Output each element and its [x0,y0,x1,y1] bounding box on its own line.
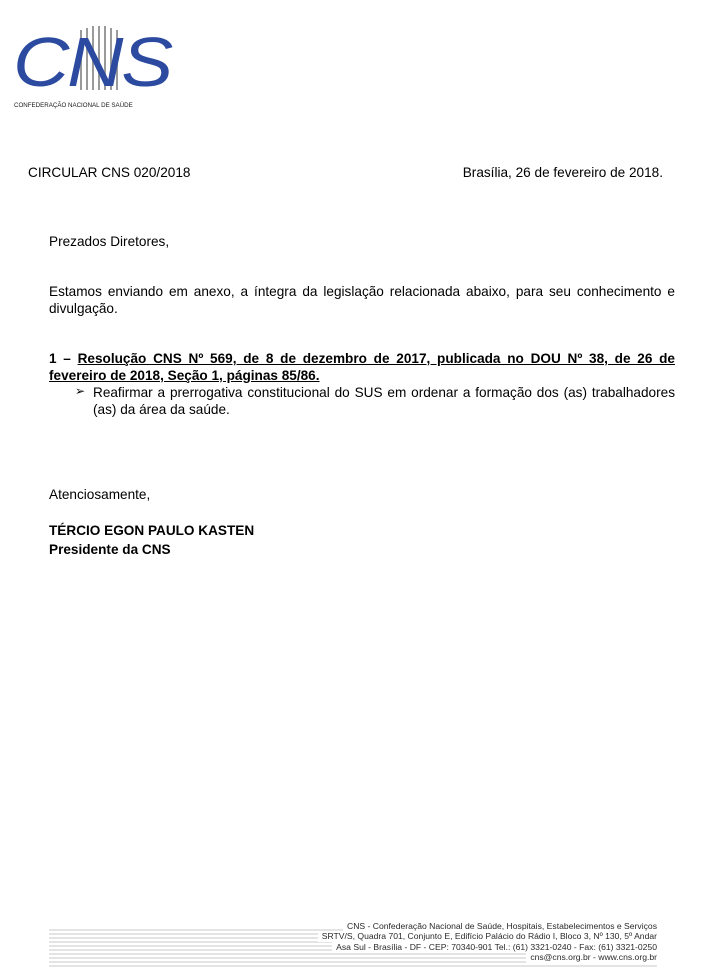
footer-address [318,921,657,963]
item-heading [49,350,675,384]
footer-line-3: Asa Sul - Brasília - DF - CEP: 70340-901 Tel.: (61) 3321-0240 - Fax: (61) 3321-0250 [332,942,657,952]
greeting: Prezados Diretores, [49,234,170,249]
circular-number: CIRCULAR CNS 020/2018 [28,165,191,180]
item-number: 1 – [49,351,78,366]
signer-name: TÉRCIO EGON PAULO KASTEN [49,523,255,538]
logo-letters: CNS [13,24,173,101]
cns-logo [13,24,178,114]
footer-line-1: CNS - Confederação Nacional de Saúde, Hospitais, Estabelecimentos e Serviços [343,921,657,931]
item-title: Resolução CNS Nº 569, de 8 de dezembro de 2017, publicada no DOU Nº 38, de 26 de fevereiro de 2018, Seção 1, páginas 85/86. [49,351,675,383]
footer-line-2: SRTV/S, Quadra 701, Conjunto E, Edifício Palácio do Rádio I, Bloco 3, Nº 130, 5º Andar [318,931,657,941]
arrow-bullet-icon: ➢ [75,384,86,398]
date-line: Brasília, 26 de fevereiro de 2018. [462,165,663,180]
footer-line-4: cns@cns.org.br - www.cns.org.br [526,952,657,962]
closing: Atenciosamente, [49,487,151,502]
signer-title: Presidente da CNS [49,542,171,557]
organization-name: CONFEDERAÇÃO NACIONAL DE SAÚDE [14,102,133,109]
bullet-text: Reafirmar a prerrogativa constitucional do SUS em ordenar a formação dos (as) trabalhadores (as) da área da saúde. [93,385,675,417]
intro-paragraph: Estamos enviando em anexo, a íntegra da legislação relacionada abaixo, para seu conhecimento e divulgação. [49,284,675,316]
